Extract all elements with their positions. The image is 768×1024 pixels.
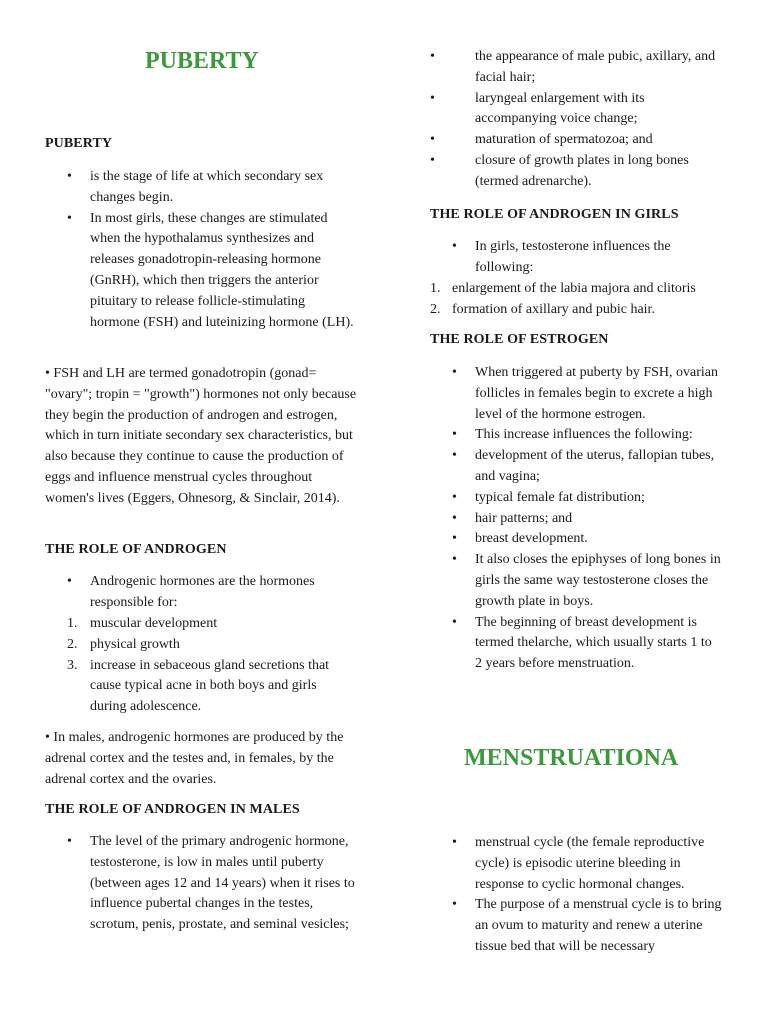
menstruation-bullet-list: [430, 833, 730, 958]
list-text: increase in sebaceous gland secretions that cause typical acne in both boys and girls during adolescence.: [90, 657, 330, 715]
androgen-production-paragraph: • In males, androgenic hormones are produced by the adrenal cortex and the testes and, in females, by the adrenal cortex and the ovaries.: [45, 730, 344, 787]
list-number: 3.: [67, 657, 78, 673]
list-item: • In most girls, these changes are stimulated when the hypothalamus synthesizes and releases gonadotropin-releasing hormone (GnRH), which then triggers the anterior pituitary to release follicle-stimulating hormone (FSH) and luteinizing hormone (LH).: [45, 209, 355, 334]
section-heading-androgen-males: THE ROLE OF ANDROGEN IN MALES: [45, 802, 300, 817]
section-heading-estrogen: THE ROLE OF ESTROGEN: [430, 332, 609, 347]
list-item: • menstrual cycle (the female reproductive cycle) is episodic uterine bleeding in response to cyclic hormonal changes.: [430, 833, 730, 895]
androgen-numbered-list: [45, 614, 355, 718]
list-item: [430, 279, 730, 300]
section-title-menstruation: MENSTRUATIONA: [464, 745, 679, 771]
androgen-males-bullet-list: [45, 832, 355, 936]
list-item: • is the stage of life at which secondary sex changes begin.: [45, 167, 355, 209]
list-item: [45, 614, 355, 635]
list-item: • When triggered at puberty by FSH, ovarian follicles in females begin to excrete a high level of the hormone estrogen.: [430, 363, 722, 425]
male-changes-bullet-list: [430, 47, 720, 193]
list-item: • This increase influences the following:: [430, 425, 722, 446]
list-text: physical growth: [90, 636, 180, 652]
list-item: [45, 635, 355, 656]
list-number: 1.: [67, 616, 78, 631]
androgen-girls-numbered-list: [430, 279, 730, 321]
section-heading-androgen-girls: THE ROLE OF ANDROGEN IN GIRLS: [430, 207, 679, 222]
page-title: PUBERTY: [145, 48, 259, 74]
list-item: • hair patterns; and: [430, 509, 722, 530]
list-item: • The level of the primary androgenic hormone, testosterone, is low in males until puberty (between ages 12 and 14 years) when it rises to influence pubertal changes in the testes, scrotum, penis, prostate, and seminal vesicles;: [45, 832, 355, 936]
list-text: muscular development: [90, 616, 218, 631]
list-item: • laryngeal enlargement with its accompanying voice change;: [430, 89, 720, 131]
list-item: • closure of growth plates in long bones (termed adrenarche).: [430, 151, 720, 193]
list-number: 2.: [67, 636, 78, 652]
list-item: • breast development.: [430, 529, 722, 550]
gonadotropin-paragraph: • FSH and LH are termed gonadotropin (gonad= "ovary"; tropin = "growth") hormones not only because they begin the production of androgen and estrogen, which in turn initiate secondary sex characteristics, but also because they continue to cause the production of eggs and influence menstrual cycles throughout women's lives (Eggers, Ohnesorg, & Sinclair, 2014).: [45, 366, 357, 506]
list-item: [45, 656, 355, 718]
list-item: • It also closes the epiphyses of long bones in girls the same way testosterone closes the growth plate in boys.: [430, 550, 722, 612]
list-text: enlargement of the labia majora and clitoris: [452, 281, 696, 296]
list-item: • The beginning of breast development is termed thelarche, which usually starts 1 to 2 years before menstruation.: [430, 613, 722, 675]
list-item: • the appearance of male pubic, axillary, and facial hair;: [430, 47, 720, 89]
list-number: 1.: [430, 281, 441, 296]
list-text: formation of axillary and pubic hair.: [452, 301, 655, 317]
list-item: • The purpose of a menstrual cycle is to bring an ovum to maturity and renew a uterine tissue bed that will be necessary: [430, 895, 730, 957]
list-item: • Androgenic hormones are the hormones responsible for:: [45, 572, 345, 614]
section-heading-puberty: PUBERTY: [45, 136, 113, 151]
list-item: [430, 300, 730, 321]
list-item: • development of the uterus, fallopian tubes, and vagina;: [430, 446, 722, 488]
puberty-bullet-list: [45, 167, 355, 333]
list-item: • typical female fat distribution;: [430, 488, 722, 509]
androgen-bullet-list: [45, 572, 345, 614]
section-heading-androgen: THE ROLE OF ANDROGEN: [45, 542, 227, 557]
list-item: • maturation of spermatozoa; and: [430, 130, 720, 151]
list-item: • In girls, testosterone influences the following:: [430, 237, 700, 279]
list-number: 2.: [430, 301, 441, 317]
androgen-girls-bullet-list: [430, 237, 700, 279]
estrogen-bullet-list: [430, 363, 722, 675]
